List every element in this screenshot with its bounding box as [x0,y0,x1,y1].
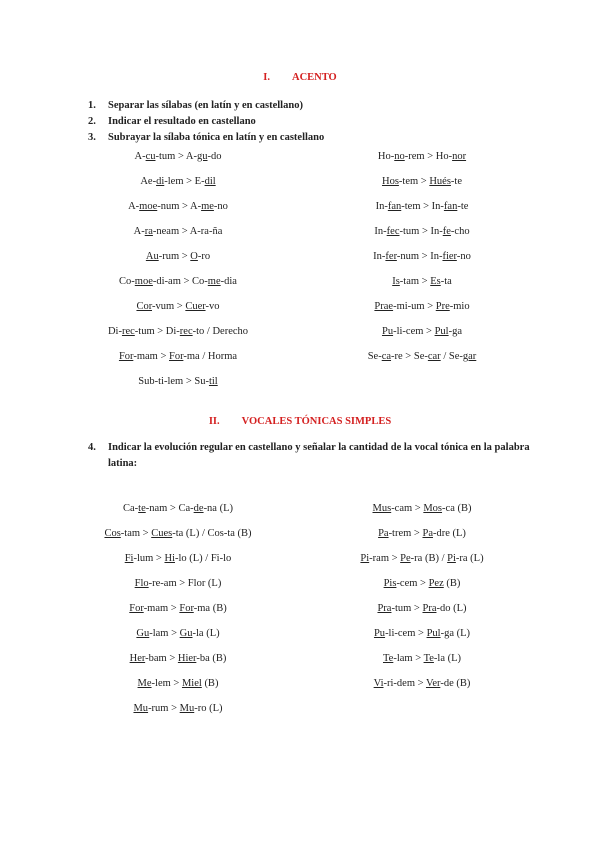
tonic-syllable: Pra [377,603,392,614]
word-evolution-item [302,653,542,664]
word-segment: -cem > [396,578,429,589]
word-segment: -re > Se- [391,351,428,362]
tonic-syllable: Hi [164,553,175,564]
tonic-syllable: Hos [381,176,399,187]
word-segment: -bam > [145,653,178,664]
tonic-syllable: rec [121,326,135,337]
tonic-syllable: Pul [434,326,449,337]
word-evolution-item [58,553,298,564]
word-segment: Sub-ti-lem > Su- [138,376,209,387]
word-evolution-item [58,678,298,689]
instruction-item: 4. Indicar la evolución regular en castellano y señalar la cantidad de la vocal tónica en la palabra latina: [88,442,530,469]
word-evolution-item [302,503,542,514]
word-segment: -ga (L) [440,628,471,639]
word-evolution-item [302,226,542,237]
word-segment: -rum > [158,251,191,262]
word-segment: -ra (B) / [410,553,448,564]
tonic-syllable: For [129,603,144,614]
word-segment: -trem > [388,528,423,539]
word-evolution-item [58,351,298,362]
tonic-syllable: nor [452,151,467,162]
tonic-syllable: Mu [133,703,149,714]
word-segment: -li-cem > [385,628,427,639]
tonic-syllable: Au [145,251,159,262]
word-segment: Se- [367,351,382,362]
tonic-syllable: Prae [374,301,394,312]
word-evolution-item [58,653,298,664]
tonic-syllable: fan [387,201,402,212]
word-segment: Ca- [122,503,139,514]
word-segment: A- [128,201,140,212]
tonic-syllable: Pi [360,553,370,564]
word-segment: -dia [220,276,237,287]
word-segment: -no [456,251,471,262]
tonic-syllable: Hués [429,176,451,187]
word-segment: -te [457,201,469,212]
word-segment: -do (L) [436,603,467,614]
word-segment: -num > In- [396,251,443,262]
word-segment: -lo (L) / Fi-lo [174,553,232,564]
tonic-syllable: Pez [428,578,444,589]
word-segment: -ga [448,326,463,337]
tonic-syllable: Gu [179,628,193,639]
tonic-syllable: Pa [422,528,433,539]
instructions-2 [88,440,538,472]
word-evolution-item [58,326,298,337]
tonic-syllable: rec [179,326,193,337]
word-segment: A- [133,226,145,237]
tonic-syllable: Te [382,653,394,664]
tonic-syllable: Her [129,653,146,664]
word-evolution-item [58,628,298,639]
tonic-syllable: dil [204,176,216,187]
word-segment: -ta (L) / Cos-ta (B) [172,528,252,539]
tonic-syllable: fec [386,226,400,237]
word-segment: -tam > [120,528,152,539]
word-segment: -lum > [133,553,165,564]
word-segment: -vum > [152,301,186,312]
word-evolution-item [302,201,542,212]
tonic-syllable: Cuer [185,301,206,312]
word-evolution-item [302,528,542,539]
tonic-syllable: no [394,151,405,162]
tonic-syllable: Fi [124,553,134,564]
tonic-syllable: Es [430,276,441,287]
word-segment: -li-cem > [393,326,435,337]
word-segment: -ram > [369,553,401,564]
tonic-syllable: O [190,251,198,262]
word-segment: -ma (B) [193,603,227,614]
word-evolution-item [58,376,298,387]
word-evolution-item [58,251,298,262]
tonic-syllable: fer [385,251,397,262]
word-segment: -ta [440,276,452,287]
word-evolution-item [302,276,542,287]
word-segment: -tem > [398,176,430,187]
tonic-syllable: Mu [179,703,195,714]
word-segment: -tum > Di- [134,326,180,337]
word-segment: -di-am > Co- [152,276,208,287]
word-evolution-item [302,603,542,614]
word-segment: Co- [119,276,135,287]
tonic-syllable: Flo [134,578,149,589]
word-segment: -ri-dem > [383,678,426,689]
word-segment: -tum > In- [399,226,443,237]
section-2-title: VOCALES TÓNICAS SIMPLES [241,416,392,427]
word-segment: -cam > [391,503,424,514]
word-segment: In- [375,201,388,212]
word-segment: -ba (B) [196,653,227,664]
word-segment: -ro (L) [194,703,223,714]
word-evolution-item [58,578,298,589]
word-segment: -nam > Ca- [145,503,194,514]
tonic-syllable: Pul [426,628,441,639]
word-evolution-item [302,553,542,564]
tonic-syllable: de [193,503,204,514]
word-segment: -lem > [151,678,182,689]
tonic-syllable: te [138,503,146,514]
tonic-syllable: Mus [372,503,392,514]
word-segment: -ra (L) [455,553,484,564]
tonic-syllable: For [169,351,184,362]
tonic-syllable: ra [144,226,153,237]
tonic-syllable: Is [392,276,400,287]
word-segment: -dre (L) [432,528,466,539]
word-segment: -mi-um > [393,301,436,312]
tonic-syllable: For [118,351,134,362]
word-segment: -rem > Ho- [404,151,453,162]
word-evolution-item [302,151,542,162]
word-segment: (B) [443,578,461,589]
tonic-syllable: Ver [425,678,441,689]
word-evolution-item [58,226,298,237]
tonic-syllable: Vi [373,678,384,689]
word-segment: -rum > [148,703,180,714]
tonic-syllable: Te [423,653,434,664]
word-segment: -tam > [399,276,431,287]
word-segment: Ho- [377,151,395,162]
word-segment: / Se- [440,351,463,362]
tonic-syllable: Pe [400,553,411,564]
word-evolution-item [302,301,542,312]
tonic-syllable: cu [145,151,156,162]
tonic-syllable: Me [137,678,152,689]
tonic-syllable: Pis [383,578,397,589]
tonic-syllable: Pu [373,628,386,639]
word-segment: -mio [449,301,470,312]
word-evolution-item [302,351,542,362]
tonic-syllable: fe [442,226,451,237]
tonic-syllable: fier [442,251,457,262]
word-segment: -te [450,176,462,187]
word-segment: -do [207,151,222,162]
word-segment: -tum > A- [155,151,198,162]
tonic-syllable: Pre [435,301,450,312]
word-segment: -mam > [143,603,180,614]
word-segment: -la (L) [192,628,220,639]
word-evolution-item [302,176,542,187]
tonic-syllable: Cos [104,528,121,539]
tonic-syllable: me [201,201,214,212]
tonic-syllable: moe [134,276,153,287]
section-2-number: II. [208,416,220,427]
tonic-syllable: fan [443,201,458,212]
word-segment: In- [374,226,387,237]
word-segment: -num > A- [157,201,202,212]
tonic-syllable: ca [381,351,392,362]
tonic-syllable: For [179,603,194,614]
word-segment: In- [373,251,386,262]
word-segment: A- [134,151,146,162]
tonic-syllable: til [208,376,218,387]
word-evolution-item [58,176,298,187]
word-segment: -lam > [149,628,180,639]
instruction-item: 2. Indicar el resultado en castellano [88,116,256,127]
tonic-syllable: gu [197,151,208,162]
tonic-syllable: Mos [423,503,443,514]
word-segment: (B) [201,678,219,689]
instruction-item: 3. Subrayar la sílaba tónica en latín y en castellano [88,132,325,143]
word-segment: -vo [205,301,220,312]
word-segment: -re-am > Flor (L) [148,578,222,589]
word-segment: Ae- [140,176,157,187]
tonic-syllable: Pra [422,603,437,614]
word-segment: -mam > [133,351,169,362]
word-segment: -la (L) [433,653,462,664]
tonic-syllable: gar [462,351,477,362]
word-evolution-item [58,503,298,514]
tonic-syllable: Hier [177,653,197,664]
word-segment: -tum > [391,603,423,614]
word-segment: -no [213,201,228,212]
tonic-syllable: Cues [151,528,173,539]
word-evolution-item [302,578,542,589]
word-segment: -to / Derecho [192,326,249,337]
word-evolution-item [58,603,298,614]
tonic-syllable: Gu [136,628,150,639]
word-segment: -de (B) [440,678,471,689]
word-segment: -neam > A-ra-ña [152,226,223,237]
section-1-heading [0,72,600,83]
word-evolution-item [302,326,542,337]
tonic-syllable: me [207,276,221,287]
tonic-syllable: Miel [181,678,202,689]
section-1-number: I. [263,72,270,83]
tonic-syllable: Pa [378,528,389,539]
tonic-syllable: Pu [381,326,394,337]
word-evolution-item [302,251,542,262]
word-segment: -lem > E- [164,176,205,187]
instruction-item: 1. Separar las sílabas (en latín y en castellano) [88,100,303,111]
word-segment: -ca (B) [442,503,472,514]
word-segment: -tem > In- [401,201,444,212]
word-segment: -cho [450,226,470,237]
word-evolution-item [58,151,298,162]
section-2-heading [0,416,600,427]
tonic-syllable: Pi [447,553,456,564]
word-evolution-item [58,528,298,539]
word-segment: -lam > [393,653,424,664]
word-segment: -ro [197,251,211,262]
word-evolution-item [302,678,542,689]
tonic-syllable: moe [139,201,158,212]
word-evolution-item [58,703,298,714]
instructions-1 [88,98,538,146]
tonic-syllable: di [156,176,165,187]
word-evolution-item [58,276,298,287]
tonic-syllable: Cor [136,301,152,312]
word-evolution-item [58,201,298,212]
word-evolution-item [58,301,298,312]
word-segment: Di- [107,326,122,337]
word-evolution-item [302,628,542,639]
word-segment: -na (L) [203,503,234,514]
word-segment: -ma / Horma [183,351,238,362]
section-1-title: ACENTO [291,72,337,83]
tonic-syllable: car [427,351,441,362]
